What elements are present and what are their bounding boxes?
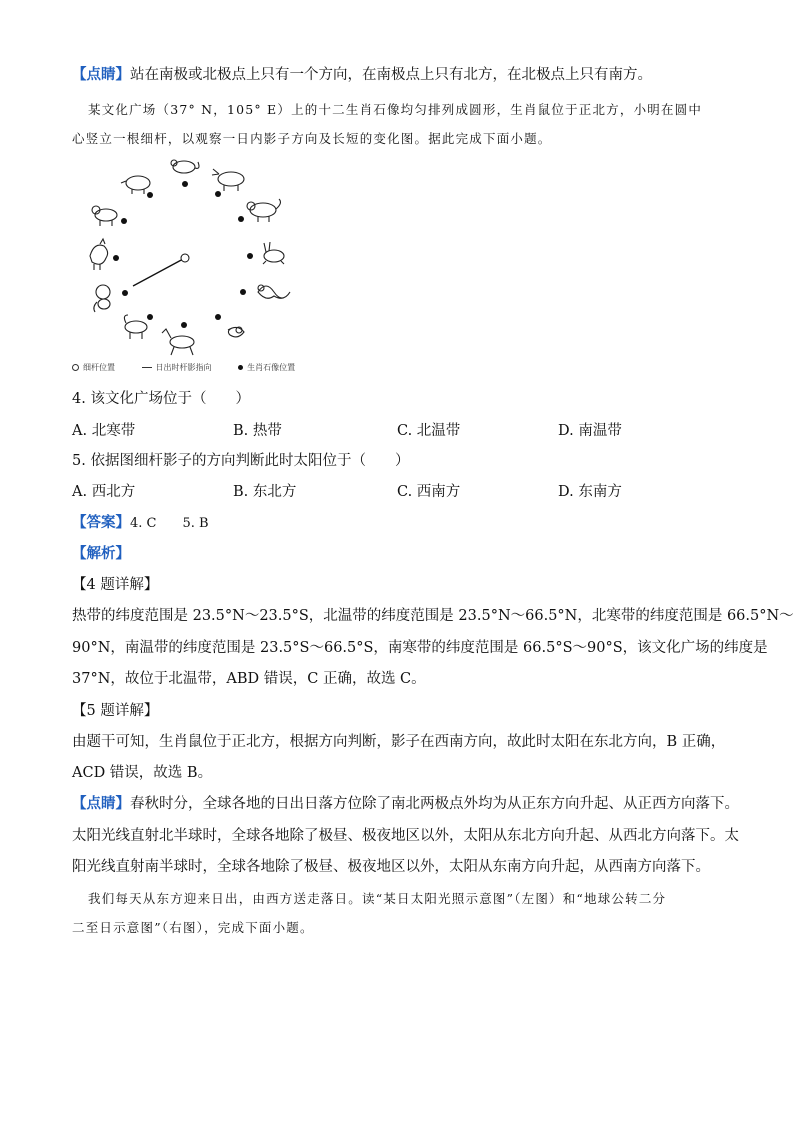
tiger-figure [247, 199, 280, 222]
detail-4-line1: 热带的纬度范围是 23.5°N～23.5°S，北温带的纬度范围是 23.5°N～66.5°N，北寒带的纬度范围是 66.5°N～ [72, 608, 794, 624]
detail-5-title: 【5 题详解】 [72, 703, 159, 719]
tip-2-label: 【点睛】 [72, 795, 130, 812]
statue-dot-rooster [113, 255, 119, 261]
statue-legend-icon [238, 365, 243, 370]
monkey-figure [94, 285, 110, 312]
horse-figure [162, 329, 194, 355]
tip-2-line1 [72, 794, 739, 814]
question-intro-line1: 某文化广场（37° N，105° E）上的十二生肖石像均匀排列成圆形，生肖鼠位于正北方，小明在圆中 [88, 102, 703, 117]
statue-dot-monkey [122, 290, 128, 296]
pig-figure [121, 176, 150, 194]
pole-position [181, 254, 189, 262]
tip-2-line3: 阳光线直射南半球时，全球各地除了极昼、极夜地区以外，太阳从东南方向升起，从西南方向落下。 [72, 859, 710, 875]
answer-line [72, 513, 209, 534]
q4-option-d: D. 南温带 [558, 423, 622, 439]
question-5-stem: 5. 依据图细杆影子的方向判断此时太阳位于（ ） [72, 453, 410, 469]
rat-figure [171, 160, 199, 173]
q4-option-a: A. 北寒带 [72, 423, 136, 439]
q5-option-b: B. 东北方 [233, 484, 297, 500]
question-intro-line2: 心竖立一根细杆，以观察一日内影子方向及长短的变化图。据此完成下面小题。 [72, 131, 552, 146]
statue-dot-pig [147, 192, 153, 198]
dog-figure [92, 206, 117, 226]
q5-option-a: A. 西北方 [72, 484, 136, 500]
question-4-stem: 4. 该文化广场位于（ ） [72, 391, 250, 407]
detail-5-line1: 由题干可知，生肖鼠位于正北方，根据方向判断，影子在西南方向，故此时太阳在东北方向，B 正确， [72, 734, 726, 750]
ox-figure [212, 169, 244, 191]
tip-label: 【点睛】 [72, 66, 130, 83]
answer-text: 4. C 5. B [130, 516, 209, 531]
dragon-figure [258, 285, 290, 298]
statue-dot-dog [121, 218, 127, 224]
pole-legend-icon [72, 364, 79, 371]
statue-dot-rabbit [247, 253, 253, 259]
statue-dot-rat [182, 181, 188, 187]
q4-option-c: C. 北温带 [397, 423, 461, 439]
tip-2-line2: 太阳光线直射北半球时，全球各地除了极昼、极夜地区以外，太阳从东北方向升起、从西北方向落下。太 [72, 828, 739, 844]
shadow-legend-icon [142, 367, 152, 368]
detail-4-line3: 37°N，故位于北温带，ABD 错误，C 正确，故选 C。 [72, 671, 426, 687]
q4-option-b: B. 热带 [233, 423, 282, 439]
zodiac-circle-diagram [78, 152, 300, 377]
statue-legend-label: 生肖石像位置 [247, 363, 296, 372]
shadow-legend-label: 日出时杆影指向 [155, 363, 212, 372]
tip-2-text: 春秋时分，全球各地的日出日落方位除了南北两极点外均为从正东方向升起、从正西方向落下。 [130, 796, 739, 812]
tip-text: 站在南极或北极点上只有一个方向，在南极点上只有北方，在北极点上只有南方。 [130, 67, 652, 83]
rooster-figure [90, 239, 108, 270]
detail-4-title: 【4 题详解】 [72, 577, 159, 593]
tip-paragraph [72, 65, 652, 85]
zodiac-animal-figures [90, 160, 290, 355]
analysis-label: 【解析】 [72, 545, 130, 562]
diagram-legend [72, 362, 295, 373]
statue-dot-ox [215, 191, 221, 197]
sunrise-shadow-line [133, 258, 185, 286]
statue-dot-tiger [238, 216, 244, 222]
statue-dot-dragon [240, 289, 246, 295]
statue-dot-goat [147, 314, 153, 320]
detail-4-line2: 90°N，南温带的纬度范围是 23.5°S～66.5°S，南寒带的纬度范围是 66.5°S～90°S，该文化广场的纬度是 [72, 640, 768, 656]
snake-figure [228, 327, 244, 337]
q5-option-c: C. 西南方 [397, 484, 461, 500]
statue-dot-horse [181, 322, 187, 328]
question-intro-2-line2: 二至日示意图”（右图），完成下面小题。 [72, 920, 314, 935]
question-intro-2-line1: 我们每天从东方迎来日出，由西方送走落日。读“某日太阳光照示意图”（左图）和“地球公转二分 [88, 891, 667, 906]
statue-dot-snake [215, 314, 221, 320]
pole-legend-label: 细杆位置 [83, 363, 115, 372]
answer-label: 【答案】 [72, 514, 130, 531]
rabbit-figure [263, 242, 284, 264]
goat-figure [124, 315, 147, 339]
q5-option-d: D. 东南方 [558, 484, 622, 500]
detail-5-line2: ACD 错误，故选 B。 [72, 765, 213, 781]
